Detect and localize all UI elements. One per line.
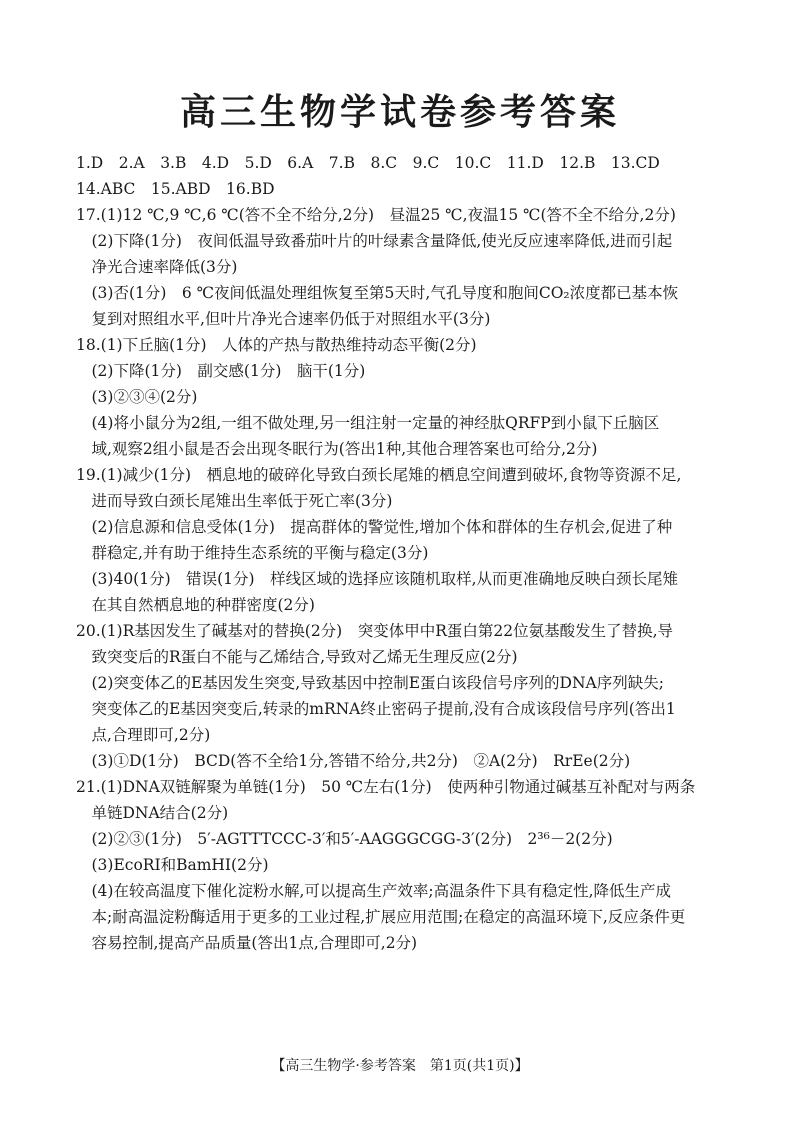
answer-line: (2)突变体乙的E基因发生突变,导致基因中控制E蛋白该段信号序列的DNA序列缺失; bbox=[76, 674, 664, 692]
answer-line: 突变体乙的E基因突变后,转录的mRNA终止密码子提前,没有合成该段信号序列(答出1 bbox=[76, 700, 676, 718]
answer-line: 19.(1)减少(1分) 栖息地的破碎化导致白颈长尾雉的栖息空间遭到破坏,食物等资源不足, bbox=[76, 466, 682, 484]
answer-line: (3)40(1分) 错误(1分) 样线区域的选择应该随机取样,从而更准确地反映白颈长尾雉 bbox=[76, 570, 679, 588]
answer-line: 21.(1)DNA双链解聚为单链(1分) 50 ℃左右(1分) 使两种引物通过碱基互补配对与两条 bbox=[76, 778, 696, 796]
answer-line: 复到对照组水平,但叶片净光合速率仍低于对照组水平(3分) bbox=[76, 310, 491, 328]
answer-line: 群稳定,并有助于维持生态系统的平衡与稳定(3分) bbox=[76, 544, 429, 562]
answer-line: 本;耐高温淀粉酶适用于更多的工业过程,扩展应用范围;在稳定的高温环境下,反应条件更 bbox=[76, 908, 686, 926]
answer-line: 域,观察2组小鼠是否会出现冬眠行为(答出1种,其他合理答案也可给分,2分) bbox=[76, 440, 598, 458]
answer-line: 1.D 2.A 3.B 4.D 5.D 6.A 7.B 8.C 9.C 10.C 11.D 12.B 13.CD bbox=[76, 154, 660, 172]
answer-line: (4)在较高温度下催化淀粉水解,可以提高生产效率;高温条件下具有稳定性,降低生产成 bbox=[76, 882, 672, 900]
answer-line: (2)信息源和信息受体(1分) 提高群体的警觉性,增加个体和群体的生存机会,促进了种 bbox=[76, 518, 673, 536]
answer-line: 致突变后的R蛋白不能与乙烯结合,导致对乙烯无生理反应(2分) bbox=[76, 648, 518, 666]
answer-line: 在其自然栖息地的种群密度(2分) bbox=[76, 596, 315, 614]
answer-line: (3)否(1分) 6 ℃夜间低温处理组恢复至第5天时,气孔导度和胞间CO₂浓度都已基本恢 bbox=[76, 284, 679, 302]
answer-line: (2)下降(1分) 夜间低温导致番茄叶片的叶绿素含量降低,使光反应速率降低,进而引起 bbox=[76, 232, 673, 250]
answer-line: (3)②③④(2分) bbox=[76, 388, 198, 406]
answer-line: 净光合速率降低(3分) bbox=[76, 258, 238, 276]
answer-line: (4)将小鼠分为2组,一组不做处理,另一组注射一定量的神经肽QRFP到小鼠下丘脑区 bbox=[76, 414, 660, 432]
answer-line: 17.(1)12 ℃,9 ℃,6 ℃(答不全不给分,2分) 昼温25 ℃,夜温15 ℃(答不全不给分,2分) bbox=[76, 206, 676, 224]
answer-line: (2)下降(1分) 副交感(1分) 脑干(1分) bbox=[76, 362, 366, 380]
answer-line: (3)①D(1分) BCD(答不全给1分,答错不给分,共2分) ②A(2分) RrEe(2分) bbox=[76, 752, 631, 770]
page-title: 高三生物学试卷参考答案 bbox=[179, 92, 620, 133]
answer-line: 单链DNA结合(2分) bbox=[76, 804, 229, 822]
answer-body bbox=[76, 150, 736, 956]
answer-line: 点,合理即可,2分) bbox=[76, 726, 211, 744]
answer-line: 18.(1)下丘脑(1分) 人体的产热与散热维持动态平衡(2分) bbox=[76, 336, 477, 354]
page-footer: 【高三生物学·参考答案 第1页(共1页)】 bbox=[271, 1058, 529, 1074]
answer-line: (3)EcoRⅠ和BamHⅠ(2分) bbox=[76, 856, 269, 874]
answer-line: (2)②③(1分) 5′-AGTTTCCC-3′和5′-AAGGGCGG-3′(2分) 2³⁶－2(2分) bbox=[76, 830, 613, 848]
answer-line: 14.ABC 15.ABD 16.BD bbox=[76, 180, 275, 198]
answer-line: 进而导致白颈长尾雉出生率低于死亡率(3分) bbox=[76, 492, 393, 510]
answer-line: 20.(1)R基因发生了碱基对的替换(2分) 突变体甲中R蛋白第22位氨基酸发生了替换,导 bbox=[76, 622, 674, 640]
answer-line: 容易控制,提高产品质量(答出1点,合理即可,2分) bbox=[76, 934, 418, 952]
